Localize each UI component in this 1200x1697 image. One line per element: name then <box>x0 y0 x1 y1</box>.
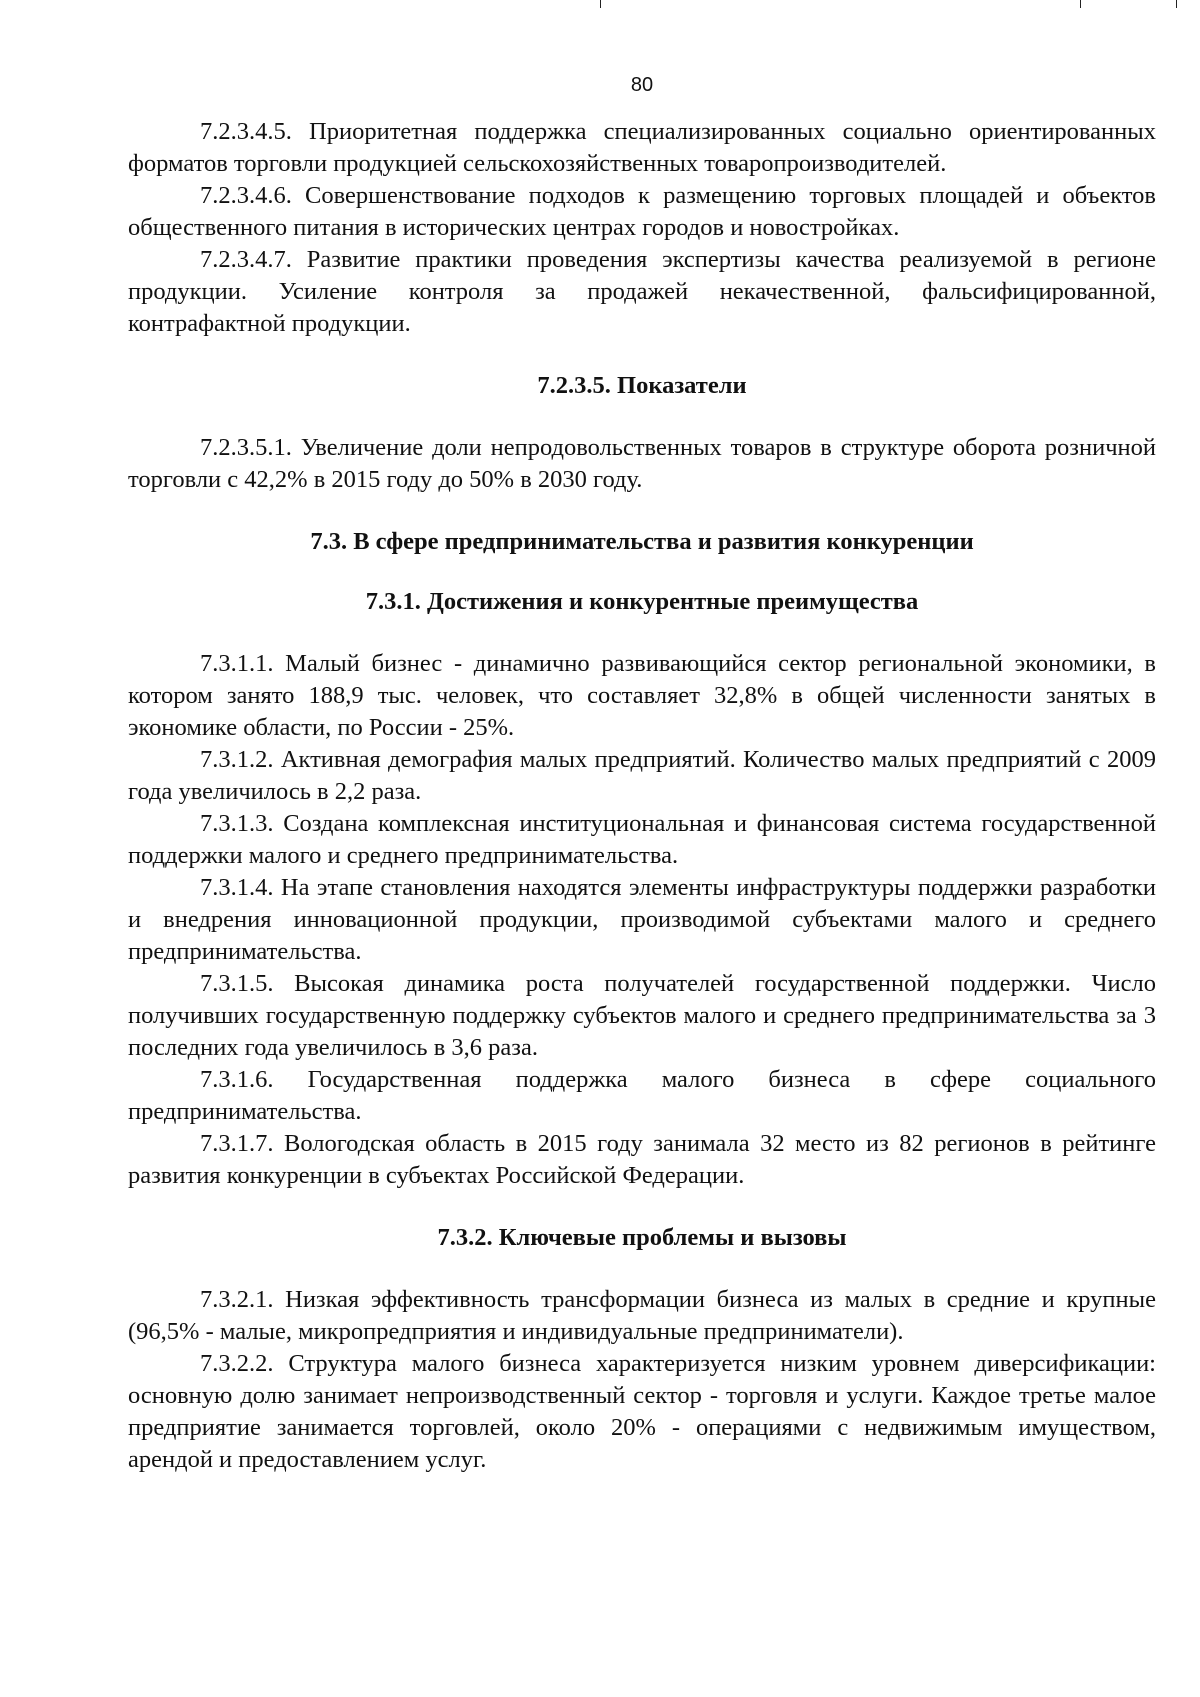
paragraph-7-3-2-2: 7.3.2.2. Структура малого бизнеса характеризуется низким уровнем диверсификации: основную долю занимает непроизводственный сектор - торговля и услуги. Каждое третье малое предприятие занимается торговлей, около 20% - операциями с недвижимым имуществом, арендой и предоставлением услуг. <box>128 1350 1156 1473</box>
heading-7-3: 7.3. В сфере предпринимательства и развития конкуренции <box>310 528 974 555</box>
scan-mark <box>1176 0 1177 8</box>
document-page <box>128 0 1156 1697</box>
paragraph-7-2-3-4-6: 7.2.3.4.6. Совершенствование подходов к размещению торговых площадей и объектов общественного питания в исторических центрах городов и новостройках. <box>128 182 1156 241</box>
paragraph-7-3-1-7: 7.3.1.7. Вологодская область в 2015 году занимала 32 место из 82 регионов в рейтинге развития конкуренции в субъектах Российской Федерации. <box>128 1130 1156 1189</box>
paragraph-7-3-1-3: 7.3.1.3. Создана комплексная институциональная и финансовая система государственной поддержки малого и среднего предпринимательства. <box>128 810 1156 869</box>
paragraph-7-3-1-6: 7.3.1.6. Государственная поддержка малого бизнеса в сфере социального предпринимательства. <box>128 1066 1156 1125</box>
paragraph-7-3-1-5: 7.3.1.5. Высокая динамика роста получателей государственной поддержки. Число получивших государственную поддержку субъектов малого и среднего предпринимательства за 3 последних года увеличилось в 3,6 раза. <box>128 970 1156 1061</box>
heading-7-3-2: 7.3.2. Ключевые проблемы и вызовы <box>437 1224 847 1251</box>
paragraph-7-2-3-5-1: 7.2.3.5.1. Увеличение доли непродовольственных товаров в структуре оборота розничной торговли с 42,2% в 2015 году до 50% в 2030 году. <box>128 434 1156 493</box>
paragraph-7-3-1-2: 7.3.1.2. Активная демография малых предприятий. Количество малых предприятий с 2009 года увеличилось в 2,2 раза. <box>128 746 1156 805</box>
heading-7-2-3-5: 7.2.3.5. Показатели <box>537 372 747 399</box>
paragraph-7-2-3-4-5: 7.2.3.4.5. Приоритетная поддержка специализированных социально ориентированных форматов торговли продукцией сельскохозяйственных товаропроизводителей. <box>128 118 1156 177</box>
document-body <box>128 116 1156 1476</box>
paragraph-7-3-1-1: 7.3.1.1. Малый бизнес - динамично развивающийся сектор региональной экономики, в котором занято 188,9 тыс. человек, что составляет 32,8% в общей численности занятых в экономике области, по России - 25%. <box>128 650 1156 741</box>
paragraph-7-3-1-4: 7.3.1.4. На этапе становления находятся элементы инфраструктуры поддержки разработки и внедрения инновационной продукции, производимой субъектами малого и среднего предпринимательства. <box>128 874 1156 965</box>
page-number: 80 <box>630 74 654 96</box>
paragraph-7-3-2-1: 7.3.2.1. Низкая эффективность трансформации бизнеса из малых в средние и крупные (96,5% - малые, микропредприятия и индивидуальные предприниматели). <box>128 1286 1156 1345</box>
paragraph-7-2-3-4-7: 7.2.3.4.7. Развитие практики проведения экспертизы качества реализуемой в регионе продукции. Усиление контроля за продажей некачественной, фальсифицированной, контрафактной продукции. <box>128 246 1156 337</box>
heading-7-3-1: 7.3.1. Достижения и конкурентные преимущества <box>365 588 919 615</box>
